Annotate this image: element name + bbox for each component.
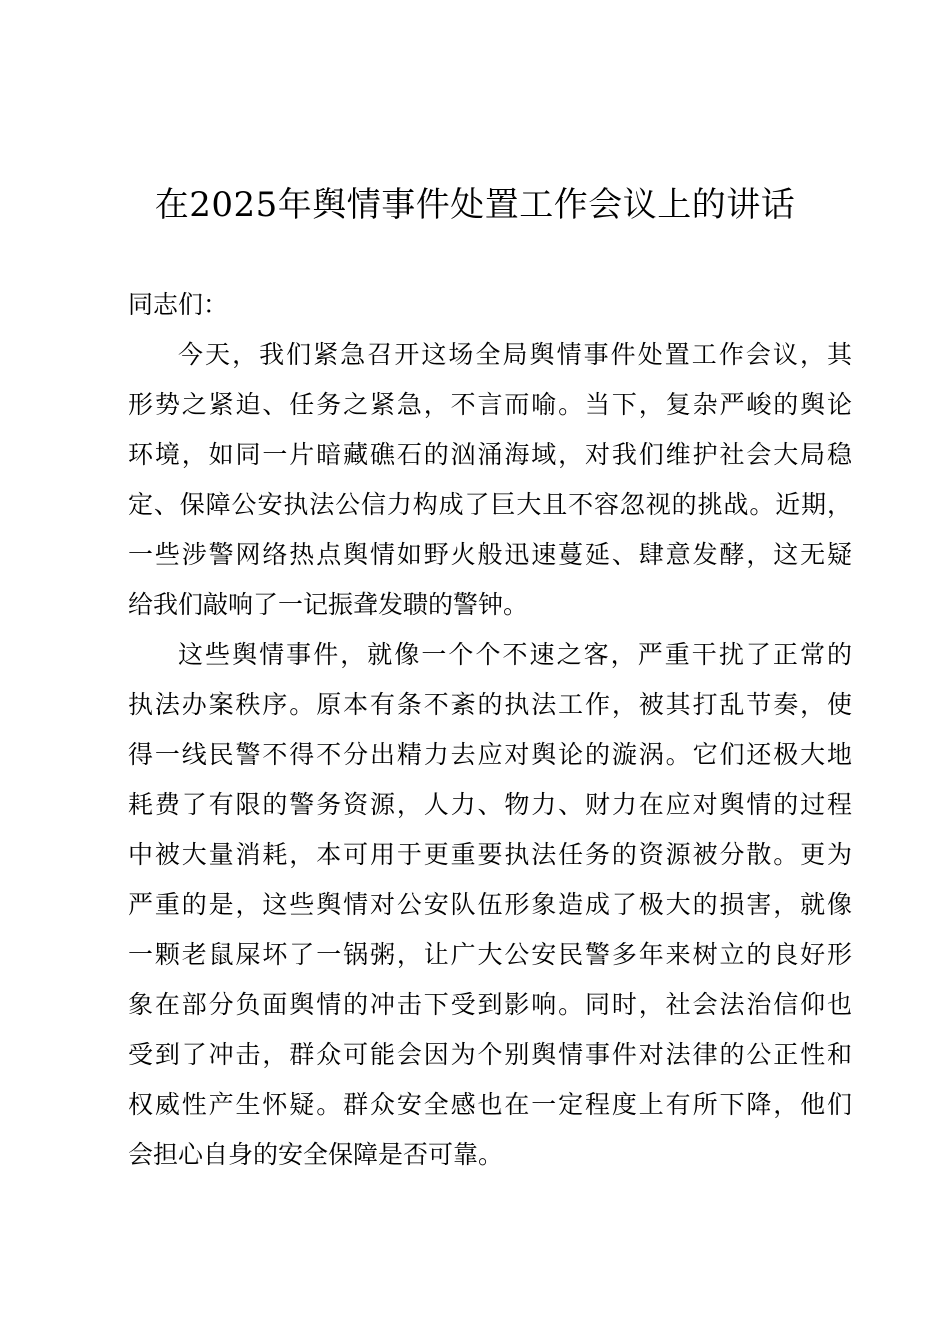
paragraph-line: 形势之紧迫、任务之紧急，不言而喻。当下，复杂严峻的舆论 [128,390,852,419]
paragraph-line: 定、保障公安执法公信力构成了巨大且不容忽视的挑战。近期， [128,490,852,519]
paragraph-line: 今天，我们紧急召开这场全局舆情事件处置工作会议，其 [178,340,852,369]
paragraph-line: 严重的是，这些舆情对公安队伍形象造成了极大的损害，就像 [128,890,852,919]
paragraph-line: 这些舆情事件，就像一个个不速之客，严重干扰了正常的 [178,640,852,669]
paragraph-line: 受到了冲击，群众可能会因为个别舆情事件对法律的公正性和 [128,1040,852,1069]
paragraph-line: 权威性产生怀疑。群众安全感也在一定程度上有所下降，他们 [128,1090,852,1119]
paragraph [128,335,852,635]
paragraph-line: 给我们敲响了一记振聋发聩的警钟。 [128,590,529,619]
paragraph [128,635,852,1185]
paragraphs [128,335,852,1185]
document-body [128,285,852,1185]
document-title: 在2025年舆情事件处置工作会议上的讲话 [154,185,796,225]
paragraph-line: 一些涉警网络热点舆情如野火般迅速蔓延、肆意发酵，这无疑 [128,540,852,569]
paragraph-line: 耗费了有限的警务资源，人力、物力、财力在应对舆情的过程 [128,790,852,819]
paragraph-line: 环境，如同一片暗藏礁石的汹涌海域，对我们维护社会大局稳 [128,440,852,469]
paragraph-line: 象在部分负面舆情的冲击下受到影响。同时，社会法治信仰也 [128,990,852,1019]
salutation: 同志们： [128,290,229,319]
paragraph-line: 执法办案秩序。原本有条不紊的执法工作，被其打乱节奏，使 [128,690,852,719]
paragraph-line: 得一线民警不得不分出精力去应对舆论的漩涡。它们还极大地 [128,740,852,769]
paragraph-line: 一颗老鼠屎坏了一锅粥，让广大公安民警多年来树立的良好形 [128,940,852,969]
paragraph-line: 会担心自身的安全保障是否可靠。 [128,1140,504,1169]
paragraph-line: 中被大量消耗，本可用于更重要执法任务的资源被分散。更为 [128,840,852,869]
